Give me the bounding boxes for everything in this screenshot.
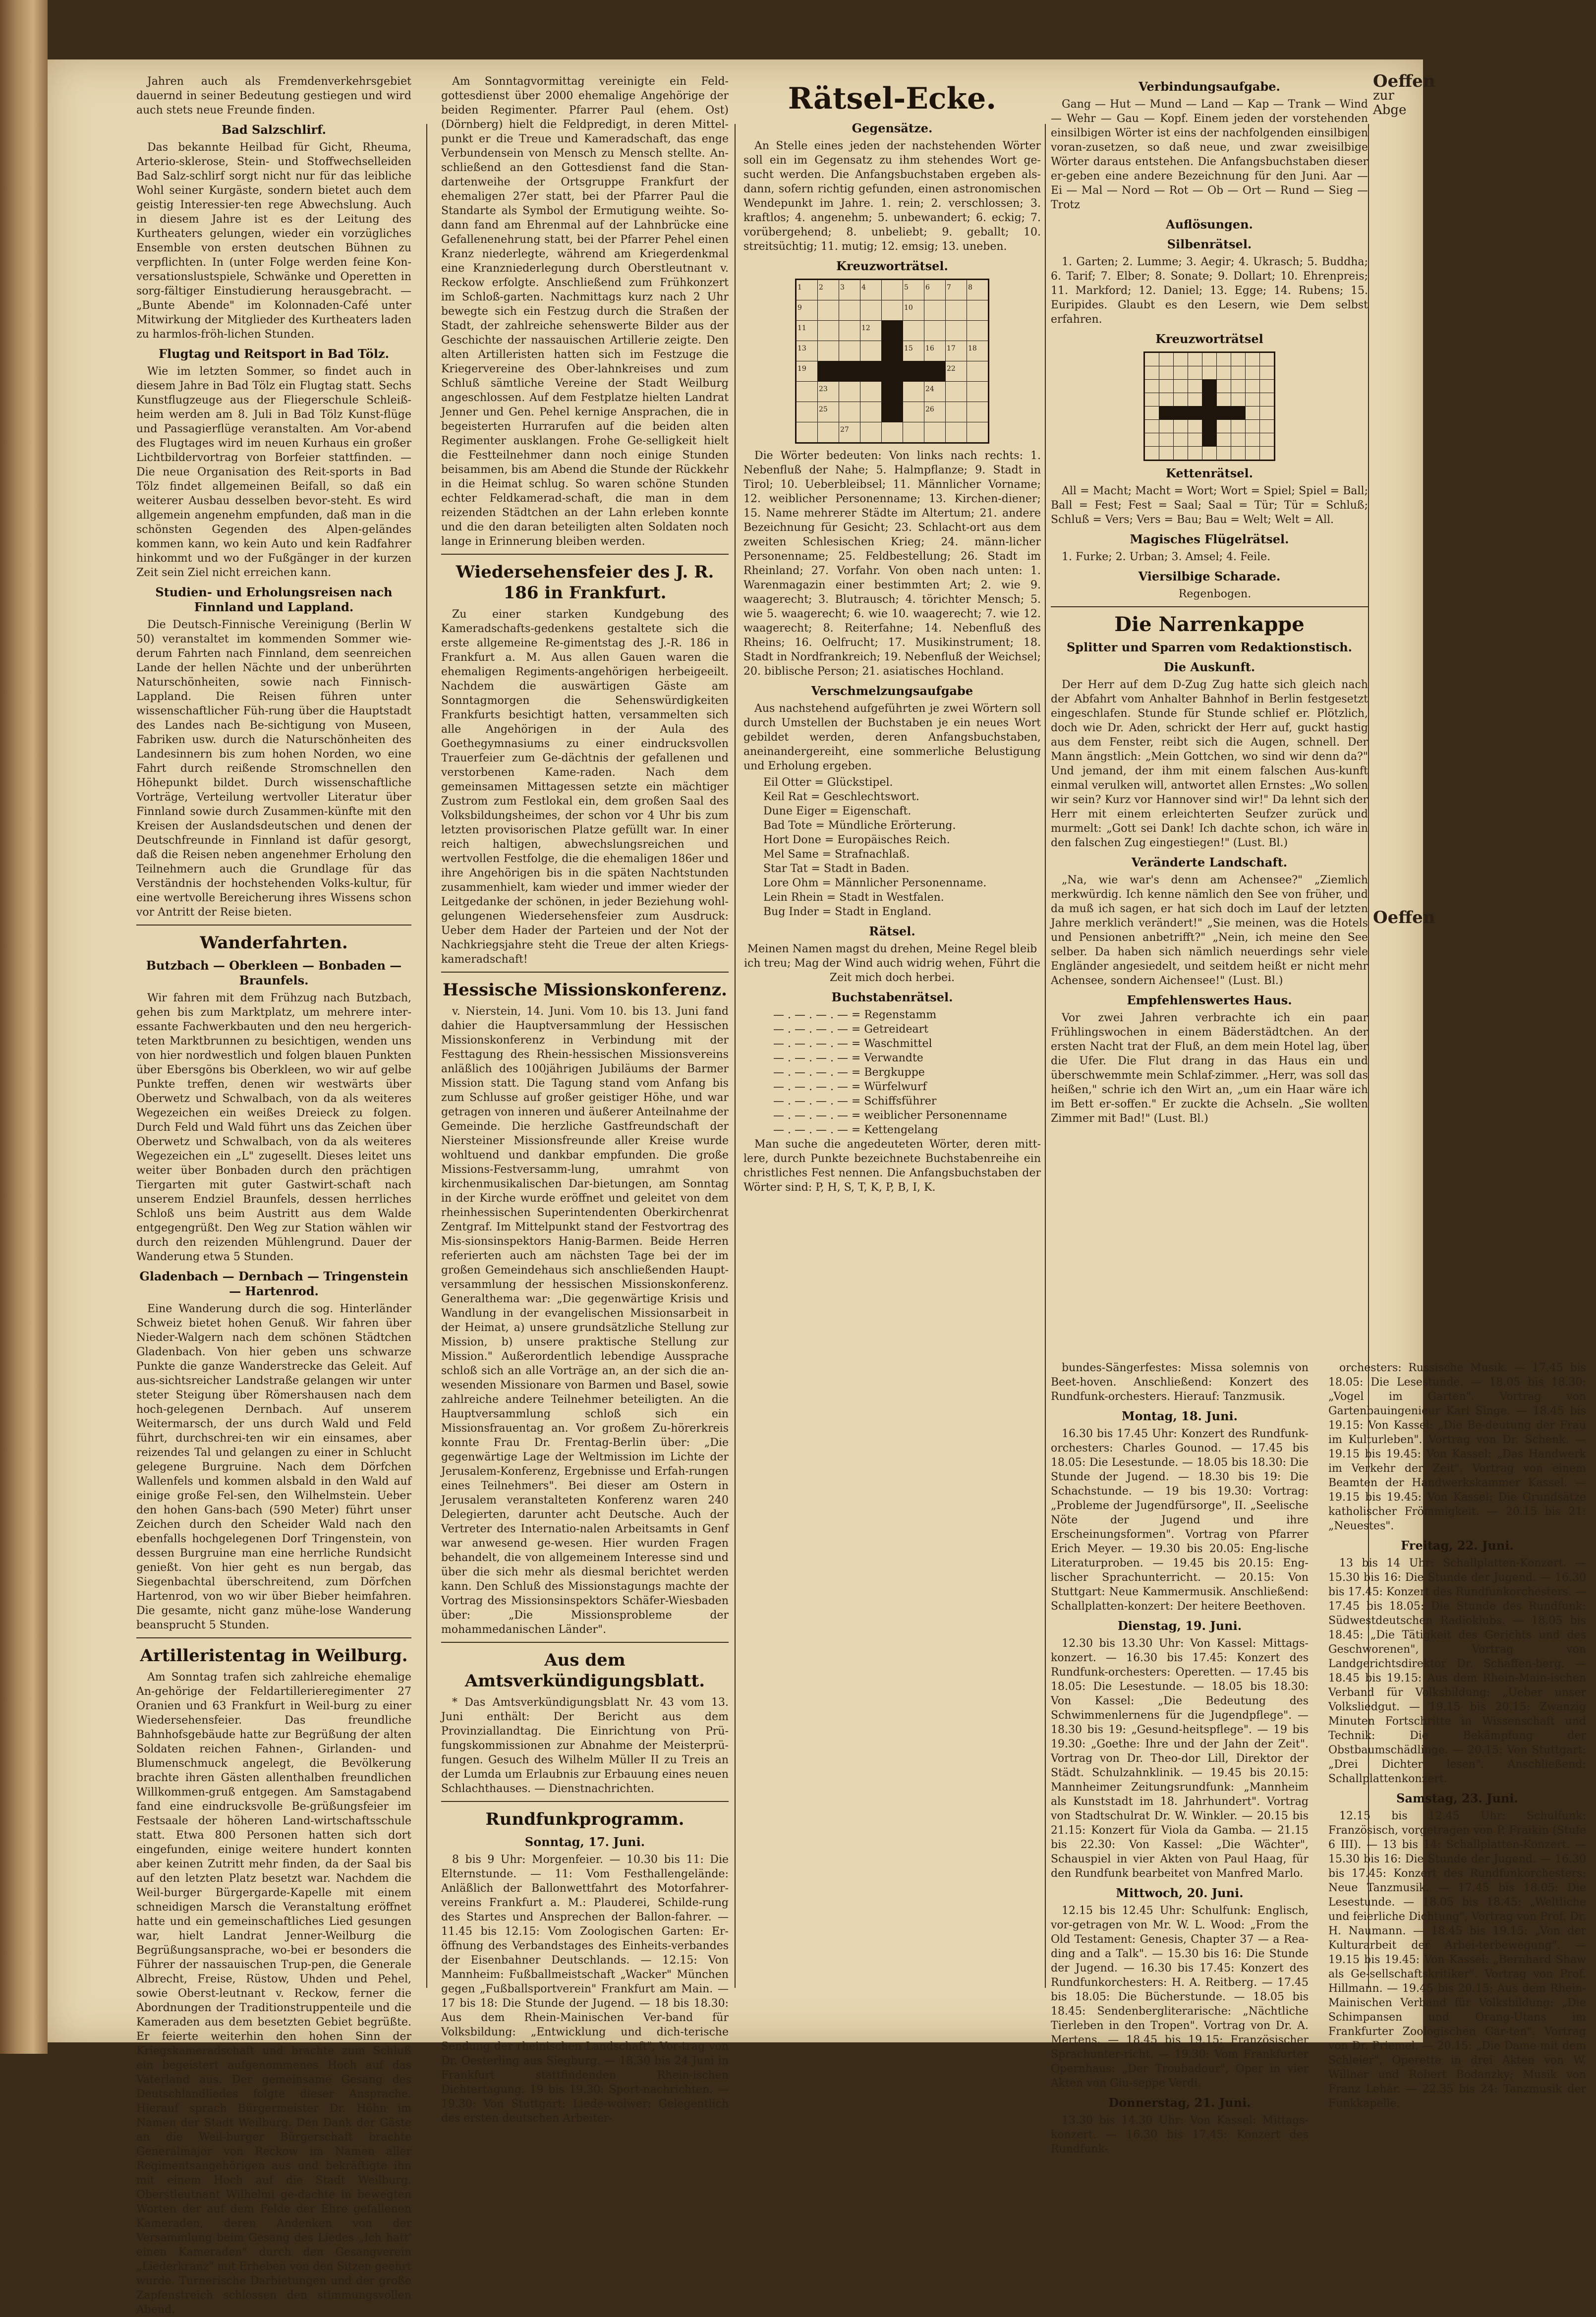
solution-cell bbox=[1188, 393, 1202, 406]
radio-program-continuation bbox=[1051, 1361, 1596, 2155]
crossword-cell bbox=[839, 341, 860, 361]
verschmelzung-list bbox=[743, 775, 1041, 919]
crossword-cell bbox=[903, 382, 924, 402]
solution-cell bbox=[1260, 420, 1275, 433]
column-1 bbox=[136, 74, 411, 2316]
column-4 bbox=[1051, 74, 1368, 1353]
edge-heading-2: Oeffen bbox=[1373, 908, 1435, 927]
solution-cell bbox=[1260, 447, 1275, 461]
heading-amtsverkuendigungsblatt: Aus dem Amtsverkündigungsblatt. bbox=[464, 1650, 705, 1691]
text-empfehlenswertes-haus: Vor zwei Jahren verbrachte ich ein paar Frühlingswochen in einem Bäderstädtchen. An der ersten Nacht trat der Fluß, an dem mein Hotel lag, über die Ufer. Die Flut drang in das Haus ein und überschwemmte mein Schlaf-zimmer. „Herr, was soll das heißen," schrie ich den Wirt an, „um ein Haar wäre ich im Bett er-soffen." Er zuckte die Achseln. „Sie wollten Zimmer mit Bad!" (Lust. Bl.) bbox=[1051, 1012, 1368, 1125]
crossword-cell: 10 bbox=[903, 300, 924, 321]
solution-cell bbox=[1231, 352, 1246, 366]
crossword-cell bbox=[860, 341, 882, 361]
solution-cell bbox=[1246, 352, 1260, 366]
solution-cell bbox=[1217, 393, 1231, 406]
verschmelzung-row: Bad Tote = Mündliche Erörterung. bbox=[763, 819, 956, 832]
crossword-cell: 9 bbox=[796, 300, 818, 321]
crossword-cell bbox=[818, 300, 839, 321]
solution-cell bbox=[1231, 433, 1246, 447]
crossword-cell: 23 bbox=[818, 382, 839, 402]
text-veraenderte-landschaft: „Na, wie war's denn am Achensee?" „Ziemlich merkwürdig. Ich kenne nämlich den See von früher, und da muß ich sagen, er hat sich doch im Lauf der letzten Jahre merklich verändert!" „Sie meinen, was die Hotels und Pensionen anbetrifft?" „Nein, ich meine den See selber. Da haben sich nämlich neuerdings sehr viele Engländer angesiedelt, und seitdem heißt er nicht mehr Achensee, sondern Aichensee!" (Lust. Bl.) bbox=[1051, 874, 1368, 987]
heading-raetsel-ecke: Rätsel-Ecke. bbox=[788, 81, 997, 116]
crossword-cell bbox=[924, 422, 946, 443]
solution-cell bbox=[1144, 366, 1159, 380]
crossword-cell bbox=[967, 361, 989, 382]
solution-cell bbox=[1246, 433, 1260, 447]
edge-heading: Oeffen bbox=[1373, 71, 1435, 91]
book-binding-edge bbox=[0, 0, 48, 2054]
solution-cell bbox=[1231, 447, 1246, 461]
crossword-cell bbox=[903, 361, 924, 382]
crossword-cell bbox=[860, 402, 882, 422]
crossword-cell bbox=[796, 402, 818, 422]
solution-cell bbox=[1246, 393, 1260, 406]
radio-col-left bbox=[1051, 1361, 1309, 2158]
heading-mittwoch: Mittwoch, 20. Juni. bbox=[1116, 1886, 1244, 1900]
solution-cell bbox=[1188, 352, 1202, 366]
solution-cell bbox=[1202, 433, 1217, 447]
heading-dienstag: Dienstag, 19. Juni. bbox=[1117, 1619, 1242, 1633]
crossword-cell bbox=[946, 321, 967, 341]
verschmelzung-row: Mel Same = Strafnachlaß. bbox=[763, 848, 910, 861]
crossword-cell bbox=[860, 382, 882, 402]
text-kettenraetsel: All = Macht; Macht = Wort; Wort = Spiel; Spiel = Ball; Ball = Fest; Fest = Saal; Saal = Tür; Tür = Schluß; Schluß = Vers; Vers = Bau; Bau = Welt; Welt = All. bbox=[1051, 485, 1368, 526]
crossword-cell bbox=[839, 402, 860, 422]
radio-col-right bbox=[1328, 1361, 1586, 2113]
crossword-cell: 3 bbox=[839, 280, 860, 300]
heading-salzschlirf: Bad Salzschlirf. bbox=[222, 122, 326, 137]
separator bbox=[1051, 606, 1368, 607]
solution-cell bbox=[1246, 366, 1260, 380]
crossword-cell: 24 bbox=[924, 382, 946, 402]
solution-cell bbox=[1174, 393, 1188, 406]
column-2 bbox=[441, 74, 729, 2125]
crossword-cell bbox=[860, 422, 882, 443]
heading-veraenderte-landschaft: Veränderte Landschaft. bbox=[1131, 855, 1288, 869]
heading-narrenkappe: Die Narrenkappe bbox=[1114, 613, 1305, 636]
heading-missionskonferenz: Hessische Missionskonferenz. bbox=[443, 980, 727, 1000]
heading-rundfunkprogramm: Rundfunkprogramm. bbox=[485, 1809, 684, 1829]
crossword-cell: 17 bbox=[946, 341, 967, 361]
text-toelz: Wie im letzten Sommer, so findet auch in diesem Jahre in Bad Tölz ein Flugtag statt. Sechs Kunstflugzeuge aus der Fliegerschule Schleiß-heim werden am 8. Juli in Bad Tölz Kunst-flüge und Passagierflüge veranstalten. Am Vor-abend des Flugtages wird im neuen Kurhaus ein großer Lichtbildervortrag von Borfeier stattfinden. — Die neue Organisation des Reit-sports in Bad Tölz findet allgemeinen Beifall, so daß ein weiterer Ausbau desselben bevor-steht. Es wird allgemein angenehm empfunden, daß man in die schönsten Gegenden des Alpen-geländes kommen kann, wo kein Auto und kein Radfahrer hinkommt und wo der Fußgänger in der kurzen Zeit sein Ziel nicht erreichen kann. bbox=[136, 365, 411, 579]
solution-cell bbox=[1217, 366, 1231, 380]
separator bbox=[441, 972, 729, 973]
crossword-cell: 22 bbox=[946, 361, 967, 382]
crossword-cell bbox=[839, 382, 860, 402]
text-magisches-fluegelraetsel: 1. Furke; 2. Urban; 3. Amsel; 4. Feile. bbox=[1062, 551, 1271, 563]
crossword-cell: 11 bbox=[796, 321, 818, 341]
crossword-cell bbox=[818, 321, 839, 341]
solution-cell bbox=[1188, 420, 1202, 433]
crossword-cell bbox=[903, 321, 924, 341]
crossword-cell: 6 bbox=[924, 280, 946, 300]
crossword-cell bbox=[967, 321, 989, 341]
verschmelzung-row: Hort Done = Europäisches Reich. bbox=[763, 834, 950, 846]
verschmelzung-row: Bug Inder = Stadt in England. bbox=[763, 906, 932, 918]
text-artilleristentag: Am Sonntag trafen sich zahlreiche ehemalige An-gehörige der Feldartillerieregimenter 27 Oranien und 63 Frankfurt in Weil-burg zu einer Wiedersehensfeier. Das freundliche Bahnhofsgebäude hatte zur Begrüßung der alten Soldaten reichen Fahnen-, Girlanden- und Blumenschmuck angelegt, die Bevölkerung brachte ihren Gästen allenthalben freundlichen Willkommen-gruß entgegen. Am Samstagabend fand eine eindrucksvolle Be-grüßungsfeier im Festsaale der höheren Land-wirtschaftsschule statt. Etwa 800 Personen hatten sich dort eingefunden, einige weitere hundert konnten aber keinen Zutritt mehr finden, da der Saal bis auf den letzten Platz besetzt war. Nachdem die Weil-burger Bürgergarde-Kapelle mit einem schneidigen Marsch die Veranstaltung eröffnet hatte und ein gemeinschaftliches Lied gesungen war, hielt Landrat Jenner-Weilburg die Begrüßungsansprache, wo-bei er besonders die Führer der nassauischen Trup-pen, die Generale Albrecht, Freise, Rüstow, Uhden und Pehel, sowie Oberst-leutnant v. Reckow, ferner die Abordnungen der Traditionstruppenteile und die Kameraden aus dem besetzten Gebiet begrüßte. Er feierte weiterhin den hohen Sinn der Kriegskameradschaft und brachte zum Schluß ein begeistert aufgenommenes Hoch auf das Vaterland aus. Der gemeinsame Gesang des Deutschlandliedes folgte dieser Ansprache. Hierauf sprach Bürgermeister Dr. Höhn im Namen der Stadt Weilburg. Den Dank der Gäste an die Weil-burger Bürgerschaft brachte Generalmajor von Reckow im Namen aller Regimentsangehörigen aus und bekräftigte ihn mit einem Hoch auf die Stadt Weilburg. Oberstleutnant Wilhelmi ge-dachte in bewegten Worten der auf dem Felde der Ehre gefallenen Kameraden, deren Andenken von der Versammlung beim Gesang des Liedes „Ich hatt' einen Kameraden" durch den Gesangverein „Liederkranz" mit Erheben von den Sitzen geehrt wurde. Turnerische Darbietungen und der große Zapfenstreich schlossen den stimmungsvollen Abend. bbox=[136, 1671, 411, 2316]
solution-cell bbox=[1159, 447, 1174, 461]
solution-cell bbox=[1159, 352, 1174, 366]
text-silbenraetsel: 1. Garten; 2. Lumme; 3. Aegir; 4. Ukrasch; 5. Buddha; 6. Tarif; 7. Elber; 8. Sonate; 9. Dollart; 10. Ehrenpreis; 11. Markford; 12. Daniel; 13. Egge; 14. Rubens; 15. Euripides. Glaubt es den Lesern, wie Dem selbst erfahren. bbox=[1051, 256, 1368, 326]
subheading-gladenbach: Gladenbach — Dernbach — Tringenstein — Hartenrod. bbox=[139, 1269, 408, 1298]
solution-cell bbox=[1202, 380, 1217, 393]
solution-cell bbox=[1188, 447, 1202, 461]
crossword-cell bbox=[796, 422, 818, 443]
text-samstag: 12.15 bis 12.45 Uhr: Schulfunk: Französisch, vorgetragen von P. Fraikin (Stufe 6 III). — 13 bis 14: Schallplatten-Konzert. — 15.30 bis 16: Die Stunde der Jugend. — 16.30 bis 17.45: Konzert des Rundfunkorchesters: Neue Tanzmusik. — 17.45 bis 18.05: Die Lesestunde. — 18.05 bis 18.45: „Weltliche und feierliche Dichtung", Vortrag von Prof. Dr. H. Naumann. — 18.45 bis 19.15: „Von der Kulturarbeit der Arbei-terbewegung". — 19.15 bis 19.45: Von Kassel: „Bernhard Shaw als Ge-sellschaftskritiker". Vortrag von Prof. Hillmann. — 19.45 bis 20.15: Aus dem Rhein-Mainischen Verband für Volksbildung: „Die Schimpansen und Orang-Utans im Frankfurter Zoologischen Gar-ten". Vortrag von Dr. Priemel. — 20.15: „Die Dame mit dem Schleier", Operette in drei Akten von W. Willner und Robert Bodanzky; Musik von Franz Lehár. — 22.35 bis 24: Tanzmusik der Funkkapelle. bbox=[1328, 1810, 1586, 2110]
solution-cell bbox=[1217, 447, 1231, 461]
heading-aufloesungen: Auflösungen. bbox=[1166, 217, 1253, 232]
solution-cell bbox=[1144, 406, 1159, 420]
solution-cell bbox=[1231, 393, 1246, 406]
column-rule bbox=[1045, 124, 1046, 1988]
crossword-cell bbox=[967, 422, 989, 443]
crossword-cell bbox=[882, 402, 903, 422]
crossword-cell bbox=[839, 321, 860, 341]
heading-auskunft: Die Auskunft. bbox=[1163, 660, 1255, 674]
solution-cell bbox=[1202, 406, 1217, 420]
solution-cell bbox=[1174, 447, 1188, 461]
buchstaben-list bbox=[743, 1008, 1041, 1137]
solution-cell bbox=[1174, 406, 1188, 420]
solution-cell bbox=[1231, 366, 1246, 380]
solution-cell bbox=[1260, 352, 1275, 366]
solution-cell bbox=[1260, 380, 1275, 393]
solution-cell bbox=[1202, 366, 1217, 380]
text-raetsel: Meinen Namen magst du drehen, Meine Regel bleib ich treu; Mag der Wind auch widrig wehen, Führt die Zeit mich doch herbei. bbox=[744, 943, 1040, 984]
solution-cell bbox=[1174, 352, 1188, 366]
buchstaben-row: — . — . — . — = Kettengelang bbox=[773, 1124, 938, 1136]
text-butzbach: Wir fahren mit dem Frühzug nach Butzbach, gehen bis zum Marktplatz, um mehrere inter-essante Fachwerkbauten und den neu hergerich-teten Marktbrunnen zu besichtigen, wenden uns von hier nordwestlich und folgen blauen Punkten über Ebersgöns bis Oberkleen, wo wir auf gelbe Punkte treffen, denen wir westwärts über Oberwetz und Schwalbach, von da als weiteres Wegezeichen ein weißes Dreieck zu folgen. Durch Feld und Wald führt uns das Zeichen über Oberwetz und Schwalbach, von da als weiteres Wegezeichen ein „L" zugesellt. Dieses leitet uns weiter über Bonbaden durch den prächtigen Tiergarten mit guter Gastwirt-schaft nach unserem Endziel Braunfels, dessen herrliches Schloß uns beim Austritt aus dem Walde entgegengrüßt. Den Weg zur Station wählen wir durch den reizenden Mühlengrund. Dauer der Wanderung etwa 5 Stunden. bbox=[136, 992, 411, 1263]
intro-text: Jahren auch als Fremdenverkehrsgebiet dauernd in seiner Bedeutung gestiegen und wird auch stets neue Freunde finden. bbox=[136, 75, 411, 116]
solution-cell bbox=[1246, 420, 1260, 433]
solution-cell bbox=[1144, 393, 1159, 406]
heading-silbenraetsel: Silbenrätsel. bbox=[1167, 237, 1252, 251]
crossword-cell bbox=[903, 402, 924, 422]
subheading-narrenkappe: Splitter und Sparren vom Redaktionstisch. bbox=[1066, 640, 1353, 654]
solution-cell bbox=[1174, 433, 1188, 447]
text-salzschlirf: Das bekannte Heilbad für Gicht, Rheuma, Arterio-sklerose, Stein- und Stoffwechselleiden Bad Salz-schlirf sorgt nicht nur für das leibliche Wohl seiner Kurgäste, sondern bietet auch dem geistig Interessier-ten rege Abwechslung. Auch in diesem Jahre ist es der Leitung des Kurtheaters gelungen, wieder ein vorzügliches Ensemble von ersten deutschen Bühnen zu verpflichten. In (unter Folge werden feine Kon-versationslustspiele, Schwänke und Operetten in sorg-fältiger Einstudierung herausgebracht. — „Bunte Abende" im Kolonnaden-Café unter Mitwirkung der Mitglieder des Kurtheaters laden zu harmlos-fröh-lichen Stunden. bbox=[136, 141, 411, 341]
text-sonntag: 8 bis 9 Uhr: Morgenfeier. — 10.30 bis 11: Die Elternstunde. — 11: Vom Festhallengelände: Anläßlich der Ballonwettfahrt des Motorfahrer-vereins Frankfurt a. M.: Plauderei, Schilde-rung des Startes und Ansprechen der Ballon-fahrer. — 11.45 bis 12.15: Vom Zoologischen Garten: Er-öffnung des Verbandstages des Einheits-verbandes der Eisenbahner Deutschlands. — 12.15: Von Mannheim: Fußballmeistschaft „Wacker" München gegen „Fußballsportverein" Frankfurt am Main. — 17 bis 18: Die Stunde der Jugend. — 18 bis 18.30: Aus dem Rhein-Mainischen Ver-band für Volksbildung: „Entwicklung und dich-terische Sendung der rheinischen Landschaft", Vor-trag von Dr. Oesterling aus Siegburg. — 18.30 bis 24 Juni in Frankfurt stattfindenden Rhein-ischen Dichtertagung. 19 bis 19.30: Sport-nachrichten. — 19.30: Von Stuttgart: Liede-wolwer: Gelegentlich des ersten deutschen Arbeiter- bbox=[441, 1854, 729, 2125]
crossword-cell: 12 bbox=[860, 321, 882, 341]
text-buchstabenraetsel: Man suche die angedeuteten Wörter, deren mitt-lere, durch Punkte bezeichnete Buchstabenreihe ein christliches Fest nennen. Die Anfangsbuchstaben der Wörter sind: P, H, S, T, K, P, B, I, K. bbox=[743, 1138, 1041, 1194]
solution-cell bbox=[1246, 447, 1260, 461]
solution-cell bbox=[1174, 366, 1188, 380]
solution-cell bbox=[1217, 406, 1231, 420]
text-auskunft: Der Herr auf dem D-Zug Zug hatte sich gleich nach der Abfahrt vom Anhalter Bahnhof in Berlin festgesetzt eingeschlafen. Stunde für Stunde schlief er. Plötzlich, doch wie Dr. Aden, schrickt der Herr auf, guckt hastig aus dem Fenster, reibt sich die Augen, schnell. Der Mann ängstlich: „Mein Gottchen, wo sind wir denn da?" Und jemand, der ihm mit einem falschen Aus-kunft einmal verulken will, antwortet allen Ernstes: „Wo sollen wir sein? Kurz vor Hannover sind wir!" Da lehnt sich der Herr mit einem erleichterten Seufzer zurück und murmelt: „Gott sei Dank! Ich dachte schon, ich wäre in den falschen Zug eingestiegen!" (Lust. Bl.) bbox=[1051, 679, 1368, 849]
text-sonntag-end: bundes-Sängerfestes: Missa solemnis von Beet-hoven. Anschließend: Konzert des Rundfunk-orchesters. Hierauf: Tanzmusik. bbox=[1051, 1362, 1309, 1403]
solution-cell bbox=[1159, 420, 1174, 433]
separator bbox=[136, 925, 411, 926]
solution-cell bbox=[1217, 352, 1231, 366]
crossword-cell bbox=[882, 361, 903, 382]
verschmelzung-row: Lore Ohm = Männlicher Personenname. bbox=[763, 877, 987, 889]
crossword-cell: 15 bbox=[903, 341, 924, 361]
crossword-cell bbox=[818, 361, 839, 382]
solution-cell bbox=[1217, 420, 1231, 433]
heading-montag: Montag, 18. Juni. bbox=[1122, 1409, 1238, 1423]
buchstaben-row: — . — . — . — = Getreideart bbox=[773, 1023, 928, 1036]
crossword-solution-grid bbox=[1143, 351, 1275, 461]
heading-magisches-fluegelraetsel: Magisches Flügelrätsel. bbox=[1130, 532, 1289, 546]
buchstaben-row: — . — . — . — = weiblicher Personenname bbox=[773, 1109, 1007, 1122]
solution-cell bbox=[1144, 352, 1159, 366]
buchstaben-row: — . — . — . — = Verwandte bbox=[773, 1052, 923, 1064]
crossword-cell bbox=[882, 422, 903, 443]
text-artilleristentag-cont: Am Sonntagvormittag vereinigte ein Feld-gottesdienst über 2000 ehemalige Angehörige der beiden Regimenter. Pfarrer Paul (ehem. Ost) (Dörnberg) hielt die Feldpredigt, in deren Mittel-punkt er die Treue und Kameradschaft, das enge Verbundensein von Mensch zu Mensch stellte. An-schließend an den Gottesdienst fand die Stan-dartenweihe der Ortsgruppe Frankfurt der ehemaligen 27er statt, bei der Pfarrer Paul die Standarte als Symbol der Ermutigung weihte. So-dann fand am Ehrenmal auf der Lahnbrücke eine Gefallenenehrung statt, bei der Pfarrer Pehel einen Kranz niederlegte, während am Kriegerdenkmal eine Kranzniederlegung durch Oberstleutnant v. Reckow erfolgte. Anschließend zum Frühkonzert im Schloß-garten. Nachmittags kurz nach 2 Uhr bewegte sich ein Festzug durch die Straßen der Stadt, der zahlreiche sehenswerte Bilder aus der Geschichte der nassauischen Artillerie zeigte. Den alten Artilleristen hatten sich im Festzuge die Kriegervereine des Ober-lahnkreises und zum Schluß sämtliche Vereine der Stadt Weilburg angeschlossen. Auf dem Festplatze hielten Landrat Jenner und Gen. Pehel kernige Ansprachen, die in begeisterten Hurrarufen auf die beiden alten Regimenter ausklangen. Frohe Ge-selligkeit hielt die Festteilnehmer dann noch einige Stunden beisammen, bis am Abend die Stunde der Rückkehr in die Heimat schlug. So waren schöne Stunden echter Feldkamerad-schaft, die man in dem reizenden Städtchen an der Lahn erleben konnte und die den daran beteiligten alten Soldaten noch lange in Erinnerung bleiben werden. bbox=[441, 75, 729, 548]
verschmelzung-row: Dune Eiger = Eigenschaft. bbox=[763, 805, 912, 817]
heading-kettenraetsel: Kettenrätsel. bbox=[1165, 466, 1254, 480]
heading-gegensaetze: Gegensätze. bbox=[852, 121, 933, 135]
text-verbindungsaufgabe: Gang — Hut — Mund — Land — Kap — Trank — Wind — Wehr — Gau — Kopf. Einem jeden der vorstehenden einsilbigen Wörter ist eins der nachfolgenden einsilbigen voran-zusetzen, so daß neue, und zwar zweisilbige Wörter daraus entstehen. Die Anfangsbuchstaben dieser er-geben eine andere Bezeichnung für den Juni. Aar — Ei — Mal — Nord — Rot — Ob — Ort — Rund — Sieg — Trotz bbox=[1051, 98, 1368, 211]
text-mittwoch: 12.15 bis 12.45 Uhr: Schulfunk: Englisch, vor-getragen von Mr. W. L. Wood: „From the Old Testament: Genesis, Chapter 37 — a Rea-ding and a Talk". — 15.30 bis 16: Die Stunde der Jugend. — 16.30 bis 17.45: Konzert des Rundfunkorchesters: H. A. Reitberg. — 17.45 bis 18.05: Die Bücherstunde. — 18.05 bis 18.45: Sendenbergliterarische: „Nächtliche Tierleben in den Tropen". Vortrag von Dr. A. Mertens. — 18.45 bis 19.15: Französischer Sprachunter-richt. — 19.30: Vom Frankfurter Opernhaus: „Der Troubadour", Oper in vier Akten von Giu-seppe Verdi. bbox=[1051, 1905, 1309, 2089]
crossword-cell: 18 bbox=[967, 341, 989, 361]
text-montag: 16.30 bis 17.45 Uhr: Konzert des Rundfunk-orchesters: Charles Gounod. — 17.45 bis 18.05: Die Lesestunde. — 18.05 bis 18.30: Die Stunde der Jugend. — 18.30 bis 19: Die Schachstunde. — 19 bis 19.30: Vortrag: „Probleme der Jugendfürsorge", II. „Seelische Nöte der Jugend und ihre Erscheinungsformen". Vortrag von Pfarrer Erich Meyer. — 19.30 bis 20.05: Eng-lische Literaturproben. — 19.45 bis 20.15: Eng-lischer Sprachunterricht. — 20.15: Von Stuttgart: Neue Kammermusik. Anschließend: Schallplatten-konzert: Der heitere Beethoven. bbox=[1051, 1428, 1309, 1613]
crossword-cell bbox=[967, 300, 989, 321]
text-missionskonferenz: v. Nierstein, 14. Juni. Vom 10. bis 13. Juni fand dahier die Hauptversammlung der Hessischen Missionskonferenz in Verbindung mit der Festtagung des Rhein-hessischen Missionsvereins anläßlich des 100jährigen Jubiläums der Barmer Mission statt. Die Tagung stand vom Anfang bis zum Schlusse auf großer geistiger Höhe, und war getragen von inneren und äußerer Anteilnahme der Gemeinde. Die herzliche Gastfreundschaft der Niersteiner Missionsfreunde aller Kreise wurde wohltuend und dankbar empfunden. Die große Missions-Festversamm-lung, umrahmt von kirchenmusikalischen Dar-bietungen, am Sonntag in der Kirche wurde eröffnet und geleitet von dem rheinhessischen Superintendenten Oberkirchenrat Zentgraf. Im Mittelpunkt stand der Festvortrag des Mis-sionsinspektors Hanig-Barmen. Beide Herren referierten auch am nächsten Tage bei der im großen Gemeindehaus sich anschließenden Haupt-versammlung der hessischen Missionskonferenz. Generalthema war: „Die gegenwärtige Krisis und Wandlung in der evangelischen Missionsarbeit in der Heimat, a) unsere grundsätzliche Stellung zur Mission, b) unsere praktische Stellung zur Mission." Außerordentlich lebendige Aussprache schloß sich an alle Vorträge an, an der sich die an-wesenden Missionare von Barmen und Basel, sowie zahlreiche andere Teilnehmer beteiligten. An die Hauptversammlung schloß sich ein Missionsfrauentag an. Vor großem Zu-hörerkreis konnte Frau Dr. Frentag-Berlin über: „Die gegenwärtige Lage der Weltmission im Lichte der Jerusalem-Konferenz, Ergebnisse und Erfah-rungen eines Teilnehmers". Bei dieser am Ostern in Jerusalem veranstalteten Konferenz waren 240 Delegierten, darunter acht Deutsche. Auch der Vertreter des Internatio-nalen Arbeitsamts in Genf war anwesend ge-wesen. Hier wurden Fragen behandelt, die von allgemeinem Interesse sind und über die sich mehr als diesmal berichtet werden kann. Den Schluß des Missionstagungs machte der Vortrag des Missionsinspektors Schäfer-Wiesbaden über: „Die Missionsprobleme der mohammedanischen Länder". bbox=[441, 1005, 729, 1636]
crossword-cell bbox=[967, 402, 989, 422]
heading-raetsel: Rätsel. bbox=[869, 924, 915, 938]
column-3 bbox=[743, 74, 1041, 1988]
solution-cell bbox=[1260, 433, 1275, 447]
crossword-cell: 26 bbox=[924, 402, 946, 422]
solution-cell bbox=[1159, 366, 1174, 380]
text-kreuzwortraetsel: Die Wörter bedeuten: Von links nach rechts: 1. Nebenfluß der Nahe; 5. Halmpflanze; 9. Stadt in Tirol; 10. Ueberbleibsel; 11. Männlicher Vorname; 12. weiblicher Personenname; 13. Kirchen-diener; 15. Name mehrerer Städte im Altertum; 21. andere Bezeichnung für Gesicht; 23. Schlacht-ort aus dem zweiten Schlesischen Krieg; 24. männ-licher Personenname; 25. Feldbestellung; 26. Stadt im Rheinland; 27. Vorfahr. Von oben nach unten: 1. Warenmagazin einer bestimmten Art; 2. wie 9. waagerecht; 3. Blutrausch; 4. törichter Mensch; 5. wie 5. waagerecht; 6. wie 10. waagerecht; 7. wie 12. waagerecht; 8. Reiterfahne; 14. Nebenfluß des Rheins; 16. Oelfrucht; 17. Musikinstrument; 18. Stadt in Nordfrankreich; 19. Nebenfluß der Weichsel; 20. biblische Person; 21. asiatisches Hochland. bbox=[743, 450, 1041, 678]
buchstaben-row: — . — . — . — = Würfelwurf bbox=[773, 1081, 927, 1093]
solution-cell bbox=[1246, 380, 1260, 393]
crossword-cell bbox=[818, 341, 839, 361]
crossword-cell: 19 bbox=[796, 361, 818, 382]
separator bbox=[441, 1801, 729, 1802]
solution-cell bbox=[1188, 380, 1202, 393]
solution-cell bbox=[1260, 366, 1275, 380]
solution-cell bbox=[1231, 420, 1246, 433]
solution-cell bbox=[1159, 433, 1174, 447]
text-finnland: Die Deutsch-Finnische Vereinigung (Berlin W 50) veranstaltet im kommenden Sommer wie-derum Fahrten nach Finnland, dem seenreichen Lande der hellen Nächte und der unberührten Naturschönheiten, sowie nach Finnisch-Lappland. Die Reisen führen unter wissenschaftlicher Füh-rung über die Hauptstadt des Landes nach Be-sichtigung von Museen, Fabriken usw. durch die Naturschönheiten des Landesinnern bis zum hohen Norden, wo eine Fahrt durch reißende Stromschnellen den Höhepunkt bildet. Durch wissenschaftliche Vorträge, Verteilung wertvoller Literatur über Finnland sowie durch Zusammen-künfte mit den Kreisen der Auslandsdeutschen und denen der Deutschfreunde in Finnland ist dafür gesorgt, daß die Reisen neben angenehmer Erholung den Teilnehmern auch die Grundlage für das Verständnis der hochstehenden Volks-kultur, für eine wertvolle Bereicherung ihres Wissens schon vor Antritt der Reise bieten. bbox=[136, 619, 411, 919]
text-dienstag: 12.30 bis 13.30 Uhr: Von Kassel: Mittags-konzert. — 16.30 bis 17.45: Konzert des Rundfunk-orchesters: Operetten. — 17.45 bis 18.05: Die Lesestunde. — 18.05 bis 18.30: Von Kassel: „Die Bedeutung des Schwimmenlernens für die Jugendpflege". — 18.30 bis 19: „Gesund-heitspflege". — 19 bis 19.30: „Goethe: Ihre und der Jahn der Zeit". Vortrag von Dr. Theo-dor Lill, Direktor der Städt. Schulzahnklinik. — 19.45 bis 20.15: Mannheimer Zeitungsrundfunk: „Mannheim als Kunststadt im 18. Jahrhundert". Vortrag von Stadtschulrat Dr. W. Winkler. — 20.15 bis 21.15: Konzert für Viola da Gamba. — 21.15 bis 22.30: Von Kassel: „Die Wächter", Schauspiel in vier Akten von Paul Haag, für den Rundfunk bearbeitet von Manfred Marlo. bbox=[1051, 1637, 1309, 1880]
heading-kreuzwortraetsel: Kreuzworträtsel. bbox=[836, 259, 948, 273]
heading-empfehlenswertes-haus: Empfehlenswertes Haus. bbox=[1127, 993, 1292, 1007]
solution-cell bbox=[1202, 447, 1217, 461]
crossword-cell bbox=[818, 422, 839, 443]
heading-finnland: Studien- und Erholungsreisen nach Finnland und Lappland. bbox=[155, 585, 393, 614]
buchstaben-row: — . — . — . — = Waschmittel bbox=[773, 1038, 932, 1050]
crossword-cell bbox=[882, 321, 903, 341]
verschmelzung-row: Keil Rat = Geschlechtswort. bbox=[763, 791, 919, 803]
solution-cell bbox=[1231, 406, 1246, 420]
text-amtsverkuendigungsblatt: * Das Amtsverkündigungsblatt Nr. 43 vom 13. Juni enthält: Der Bericht aus dem Provinziallandtag. Die Einrichtung von Prü-fungskommissionen zur Abnahme der Meisterprü-fungen. Gesuch des Wilhelm Müller II zu Treis an der Lumda um Erlaubnis zur Erbauung eines neuen Schlachthauses. — Dienstnachrichten. bbox=[441, 1696, 729, 1795]
solution-cell bbox=[1144, 420, 1159, 433]
crossword-cell bbox=[882, 341, 903, 361]
crossword-cell: 8 bbox=[967, 280, 989, 300]
crossword-cell bbox=[796, 382, 818, 402]
solution-cell bbox=[1188, 433, 1202, 447]
verschmelzung-row: Lein Rhein = Stadt in Westfalen. bbox=[763, 891, 944, 904]
crossword-cell bbox=[946, 402, 967, 422]
crossword-cell bbox=[946, 422, 967, 443]
text-gegensaetze: An Stelle eines jeden der nachstehenden Wörter soll ein im Gegensatz zu ihm stehendes Wort ge-sucht werden. Die Anfangsbuchstaben ergeben als-dann, sofern richtig gefunden, einen astronomischen Wendepunkt im Jahre. 1. rein; 2. verschlossen; 3. kraftlos; 4. angenehm; 5. unbewandert; 6. eckig; 7. vorübergehend; 8. unbeliebt; 9. geballt; 10. streitsüchtig; 11. mutig; 12. emsig; 13. uneben. bbox=[743, 140, 1041, 253]
crossword-cell: 4 bbox=[860, 280, 882, 300]
crossword-cell bbox=[882, 280, 903, 300]
crossword-cell bbox=[882, 382, 903, 402]
crossword-cell: 5 bbox=[903, 280, 924, 300]
buchstaben-row: — . — . — . — = Regenstamm bbox=[773, 1009, 937, 1021]
crossword-cell bbox=[946, 300, 967, 321]
crossword-cell: 1 bbox=[796, 280, 818, 300]
subheading-butzbach: Butzbach — Oberkleen — Bonbaden — Braunfels. bbox=[146, 958, 402, 987]
solution-cell bbox=[1174, 380, 1188, 393]
solution-cell bbox=[1144, 433, 1159, 447]
solution-cell bbox=[1188, 366, 1202, 380]
solution-cell bbox=[1202, 352, 1217, 366]
heading-donnerstag: Donnerstag, 21. Juni. bbox=[1108, 2095, 1251, 2110]
heading-wanderfahrten: Wanderfahrten. bbox=[200, 933, 348, 953]
column-rule bbox=[735, 124, 736, 1988]
crossword-cell bbox=[882, 300, 903, 321]
solution-cell bbox=[1202, 393, 1217, 406]
solution-cell bbox=[1260, 406, 1275, 420]
heading-kreuzwortraetsel-loesung: Kreuzworträtsel bbox=[1155, 332, 1263, 346]
solution-cell bbox=[1159, 380, 1174, 393]
solution-cell bbox=[1144, 447, 1159, 461]
heading-wiedersehensfeier: Wiedersehensfeier des J. R. 186 in Frankfurt. bbox=[456, 562, 714, 603]
buchstaben-row: — . — . — . — = Schiffsführer bbox=[773, 1095, 937, 1107]
verschmelzung-row: Star Tat = Stadt in Baden. bbox=[763, 863, 910, 875]
crossword-cell: 16 bbox=[924, 341, 946, 361]
separator bbox=[136, 1637, 411, 1638]
crossword-cell bbox=[924, 300, 946, 321]
solution-cell bbox=[1246, 406, 1260, 420]
crossword-cell bbox=[903, 422, 924, 443]
verschmelzung-row: Eil Otter = Glückstipel. bbox=[763, 776, 893, 789]
solution-cell bbox=[1217, 433, 1231, 447]
text-freitag: 13 bis 14 Uhr: Schallplatten-Konzert. — 15.30 bis 16: Die Stunde der Jugend. — 16.30 bis 17.45: Konzert des Rundfunkorchesters. — 17.45 bis 18.05: Die Stunde des Rundfunk: Südwestdeutschen Radioklubs. — 18.05 bis 18.45: „Die Tätigkeit des Gerichts und des Geschworenen", Vortrag von Landgerichtsdirektor Dr. Schaffen-berg. — 18.45 bis 19.15: Aus dem Rhein-Main-ischen Verband für Volksbildung: „Ueber unser Volksliedgut. — 19.15 bis 20.15: Zwanzig Minuten Fortschritte in Wissenschaft und Technik: Die Bekämpfung der Obstbaumschädlinge. — 20.15: Von Stuttgart: „Drei Dichter lesen". Anschließend: Schallplattenkonzert. bbox=[1328, 1557, 1586, 1785]
crossword-grid bbox=[795, 279, 989, 444]
edge-subheading: zur Abge bbox=[1373, 88, 1407, 117]
crossword-cell: 27 bbox=[839, 422, 860, 443]
text-viersilbige-scharade: Regenbogen. bbox=[1178, 588, 1252, 600]
solution-cell bbox=[1174, 420, 1188, 433]
heading-buchstabenraetsel: Buchstabenrätsel. bbox=[831, 990, 953, 1004]
crossword-cell: 25 bbox=[818, 402, 839, 422]
solution-cell bbox=[1260, 393, 1275, 406]
solution-cell bbox=[1144, 380, 1159, 393]
buchstaben-row: — . — . — . — = Bergkuppe bbox=[773, 1066, 925, 1079]
crossword-cell bbox=[839, 361, 860, 382]
subheading-sonntag: Sonntag, 17. Juni. bbox=[524, 1835, 645, 1849]
solution-cell bbox=[1159, 393, 1174, 406]
solution-cell bbox=[1202, 420, 1217, 433]
separator bbox=[441, 1642, 729, 1643]
crossword-cell bbox=[946, 382, 967, 402]
crossword-cell: 2 bbox=[818, 280, 839, 300]
crossword-cell: 7 bbox=[946, 280, 967, 300]
crossword-cell: 13 bbox=[796, 341, 818, 361]
heading-verschmelzungsaufgabe: Verschmelzungsaufgabe bbox=[811, 684, 973, 698]
crossword-cell bbox=[924, 321, 946, 341]
crossword-cell bbox=[839, 300, 860, 321]
solution-cell bbox=[1188, 406, 1202, 420]
column-rule bbox=[426, 124, 427, 1988]
heading-toelz: Flugtag und Reitsport in Bad Tölz. bbox=[158, 347, 390, 361]
crossword-cell bbox=[860, 361, 882, 382]
text-gladenbach: Eine Wanderung durch die sog. Hinterländer Schweiz bietet hohen Genuß. Wir fahren über Nieder-Walgern nach dem schönen Städtchen Gladenbach. Von hier geben uns schwarze Punkte die ganze Wanderstrecke das Geleit. Auf aus-sichtsreicher Landstraße gelangen wir unter steter Steigung über Römershausen nach dem hoch-gelegenen Dernbach. Auf unserem Weitermarsch, der uns durch Wald und Feld führt, durchschrei-ten wir ein einsames, aber reizendes Tal und gelangen zu einer in Schlucht gelegene Burgruine. Nach dem Dörfchen Wallenfels und kommen alsbald in den Wald auf einige große Fel-sen, den Wilhelmstein. Ueber den hohen Gans-bach (590 Meter) führt unser Zeichen durch den Scheider Wald nach den ebenfalls hochgelegenen Dorf Tringenstein, von dessen Burgruine man eine herrliche Rundsicht genießt. Von hier geht es nun bergab, das Siegenbachtal überschreitend, zum Dörfchen Hartenrod, von wo wir über Bieber heimfahren. Die gesamte, nicht ganz mühe-lose Wanderung beansprucht 5 Stunden. bbox=[136, 1303, 411, 1631]
solution-cell bbox=[1217, 380, 1231, 393]
separator bbox=[441, 554, 729, 555]
text-verschmelzungsaufgabe: Aus nachstehend aufgeführten je zwei Wörtern soll durch Umstellen der Buchstaben je ein neues Wort gebildet werden, deren Anfangsbuchstaben, aneinandergereiht, eine sommerliche Belustigung und Erholung ergeben. bbox=[743, 702, 1041, 772]
next-page-edge bbox=[1373, 71, 1435, 1988]
heading-artilleristentag: Artilleristentag in Weilburg. bbox=[140, 1646, 408, 1666]
text-donnerstag-cont: orchesters: Russische Musik. — 17.45 bis 18.05: Die Lesestunde. — 18.05 bis 18.30: „Vogel im Garten". Vortrag von Gartenbauingenieur Karl Singe. — 18.45 bis 19.15: Von Kassel: „Die Be-deutung der Frau im Kulturleben". Vortrag von Dr. Schenk. — 19.15 bis 19.45: Von Kassel: „Das Handwerk im Verkehr der Zeit". Vortrag von einem Beamten der Handwerkskammer Kassel. — 19.15 bis 19.45: Von Kassel: Die Grundsätze katholischer Frömmigkeit. — 20.15 bis 21: „Neuestes". bbox=[1328, 1362, 1586, 1532]
crossword-cell bbox=[860, 300, 882, 321]
solution-cell bbox=[1231, 380, 1246, 393]
heading-verbindungsaufgabe: Verbindungsaufgabe. bbox=[1139, 79, 1280, 94]
text-wiedersehensfeier: Zu einer starken Kundgebung des Kameradschafts-gedenkens gestaltete sich die erste allgemeine Re-gimentstag des J.-R. 186 in Frankfurt a. M. Aus allen Gauen waren die ehemaligen Regiments-angehörigen herbeigeeilt. Nachdem die auswärtigen Gäste am Sonntagmorgen die Sehenswürdigkeiten Frankfurts besichtigt hatten, versammelten sich alle Angehörigen in der Aula des Goethegymnasiums zu einer eindrucksvollen Trauerfeier zum Ge-dächtnis der gefallenen und verstorbenen Kame-raden. Nach dem gemeinsamen Mittagessen setzte ein mächtiger Zustrom zum Festlokal ein, dem großen Saal des Volksbildungsheimes, der schon vor 4 Uhr bis zum letzten provisorischen Platze gefüllt war. In einer reich haltigen, abwechslungsreichen und wertvollen Festfolge, die die ehemaligen 186er und ihre Angehörigen bis in die späten Nachtstunden zusammenhielt, kam wieder und immer wieder der Leitgedanke der schönen, in jeder Beziehung wohl-gelungenen Wiedersehensfeier zum Ausdruck: Ueber dem Hader der Parteien und der Not der Nachkriegsjahre steht die Treue der alten Kriegs-kameradschaft! bbox=[441, 608, 729, 966]
crossword-cell bbox=[967, 382, 989, 402]
text-donnerstag: 13.30 bis 14.30 Uhr: Von Kassel: Mittags-konzert. — 16.30 bis 17.45: Konzert des Rundfunk- bbox=[1051, 2114, 1309, 2155]
heading-viersilbige-scharade: Viersilbige Scharade. bbox=[1138, 569, 1281, 583]
crossword-cell bbox=[924, 361, 946, 382]
heading-samstag: Samstag, 23. Juni. bbox=[1396, 1791, 1518, 1805]
solution-cell bbox=[1159, 406, 1174, 420]
heading-freitag: Freitag, 22. Juni. bbox=[1401, 1538, 1514, 1553]
